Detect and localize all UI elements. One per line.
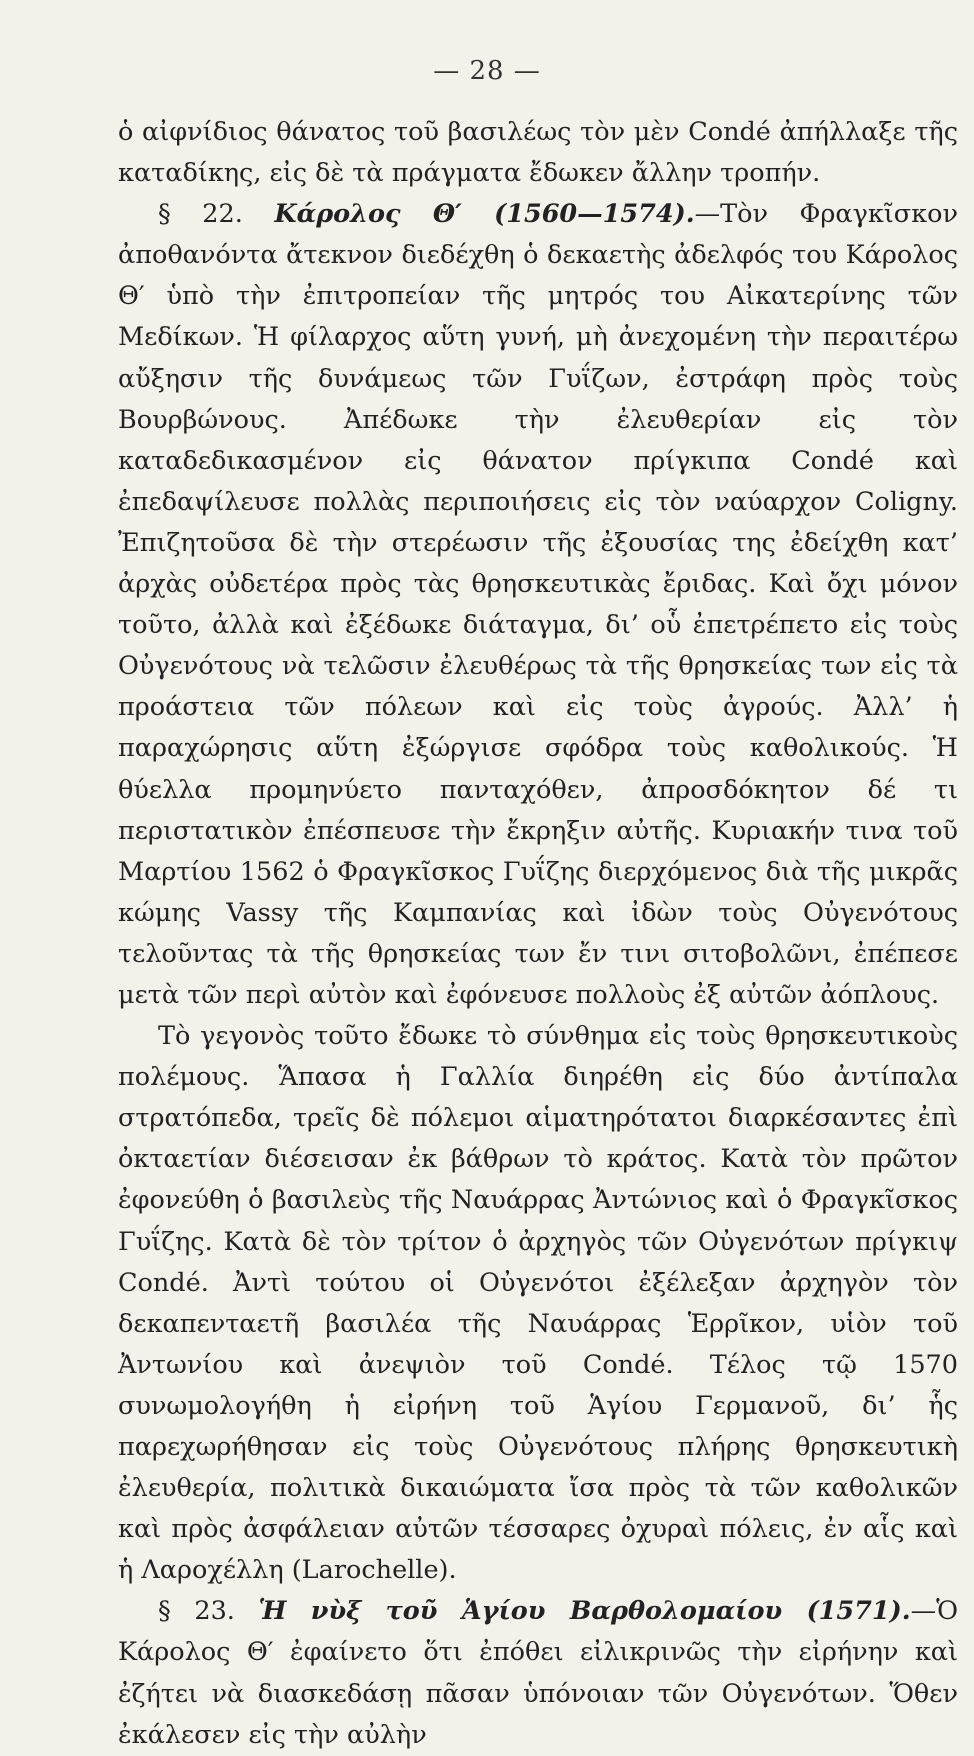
section-23-title: Ἡ νὺξ τοῦ Ἁγίου Βαρθολομαίου (1571).: [258, 1596, 911, 1627]
section-22: [118, 194, 958, 1016]
section-22-title: Κάρολος Θ′ (1560—1574).: [274, 199, 695, 230]
page-number: — 28 —: [433, 56, 541, 86]
section-23: [118, 1591, 958, 1755]
paragraph-opening: ὁ αἰφνίδιος θάνατος τοῦ βασιλέως τὸν μὲν Condé ἀπήλλαξε τῆς καταδίκης, εἰς δὲ τὰ πράγματα ἔδωκεν ἄλλην τροπήν.: [118, 117, 958, 189]
section-22-body: —Τὸν Φραγκῖσκον ἀποθανόντα ἄτεκνον διεδέχθη ὁ δεκαετὴς ἀδελφός του Κάρολος Θ′ ὑπὸ τὴν ἐπιτροπείαν τῆς μητρός του Αἰκατερίνης τῶν Μεδίκων. Ἡ φίλαρχος αὕτη γυνή, μὴ ἀνεχομένη τὴν περαιτέρω αὔξησιν τῆς δυνάμεως τῶν Γυΐζων, ἐστράφη πρὸς τοὺς Βουρβώνους. Ἀπέδωκε τὴν ἐλευθερίαν εἰς τὸν καταδεδικασμένον εἰς θάνατον πρίγκιπα Condé καὶ ἐπεδαψίλευσε πολλὰς περιποιήσεις εἰς τὸν ναύαρχον Coligny. Ἐπιζητοῦσα δὲ τὴν στερέωσιν τῆς ἐξουσίας της ἐδείχθη κατ’ ἀρχὰς οὐδετέρα πρὸς τὰς θρησκευτικὰς ἔριδας. Καὶ ὄχι μόνον τοῦτο, ἀλλὰ καὶ ἐξέδωκε διάταγμα, δι’ οὗ ἐπετρέπετο εἰς τοὺς Οὐγενότους νὰ τελῶσιν ἐλευθέρως τὰ τῆς θρησκείας των εἰς τὰ προάστεια τῶν πόλεων καὶ εἰς τοὺς ἀγρούς. Ἀλλ’ ἡ παραχώρησις αὕτη ἐξώργισε σφόδρα τοὺς καθολικούς. Ἡ θύελλα προμηνύετο πανταχόθεν, ἀπροσδόκητον δέ τι περιστατικὸν ἐπέσπευσε τὴν ἔκρηξιν αὐτῆς. Κυριακήν τινα τοῦ Μαρτίου 1562 ὁ Φραγκῖσκος Γυΐζης διερχόμενος διὰ τῆς μικρᾶς κώμης Vassy τῆς Καμπανίας καὶ ἰδὼν τοὺς Οὐγενότους τελοῦντας τὰ τῆς θρησκείας των ἔν τινι σιτοβολῶνι, ἐπέπεσε μετὰ τῶν περὶ αὐτὸν καὶ ἐφόνευσε πολλοὺς ἐξ αὐτῶν ἀόπλους.: [118, 199, 958, 1010]
section-23-body: —Ὁ Κάρολος Θ′ ἐφαίνετο ὅτι ἐπόθει εἰλικρινῶς τὴν εἰρήνην καὶ ἐζήτει νὰ διασκεδάσῃ πᾶσαν ὑπόνοιαν τῶν Οὐγενότων. Ὅθεν ἐκάλεσεν εἰς τὴν αὐλὴν: [118, 1596, 958, 1750]
text-body: [118, 112, 958, 1756]
section-23-number: § 23.: [158, 1596, 235, 1627]
section-22-number: § 22.: [158, 199, 243, 230]
paragraph-religious-wars: Τὸ γεγονὸς τοῦτο ἔδωκε τὸ σύνθημα εἰς τοὺς θρησκευτικοὺς πολέμους. Ἅπασα ἡ Γαλλία διηρέθη εἰς δύο ἀντίπαλα στρατόπεδα, τρεῖς δὲ πόλεμοι αἱματηρότατοι διαρκέσαντες ἐπὶ ὀκταετίαν διέσεισαν ἐκ βάθρων τὸ κράτος. Κατὰ τὸν πρῶτον ἐφονεύθη ὁ βασιλεὺς τῆς Ναυάρρας Ἀντώνιος καὶ ὁ Φραγκῖσκος Γυΐζης. Κατὰ δὲ τὸν τρίτον ὁ ἀρχηγὸς τῶν Οὐγενότων πρίγκιψ Condé. Ἀντὶ τούτου οἱ Οὐγενότοι ἐξέλεξαν ἀρχηγὸν τὸν δεκαπενταετῆ βασιλέα τῆς Ναυάρρας Ἑρρῖκον, υἱὸν τοῦ Ἀντωνίου καὶ ἀνεψιὸν τοῦ Condé. Τέλος τῷ 1570 συνωμολογήθη ἡ εἰρήνη τοῦ Ἁγίου Γερμανοῦ, δι’ ἧς παρεχωρήθησαν εἰς τοὺς Οὐγενότους πλήρης θρησκευτικὴ ἐλευθερία, πολιτικὰ δικαιώματα ἴσα πρὸς τὰ τῶν καθολικῶν καὶ πρὸς ἀσφάλειαν αὐτῶν τέσσαρες ὀχυραὶ πόλεις, ἐν αἷς καὶ ἡ Λαροχέλλη (Larochelle).: [118, 1021, 958, 1586]
